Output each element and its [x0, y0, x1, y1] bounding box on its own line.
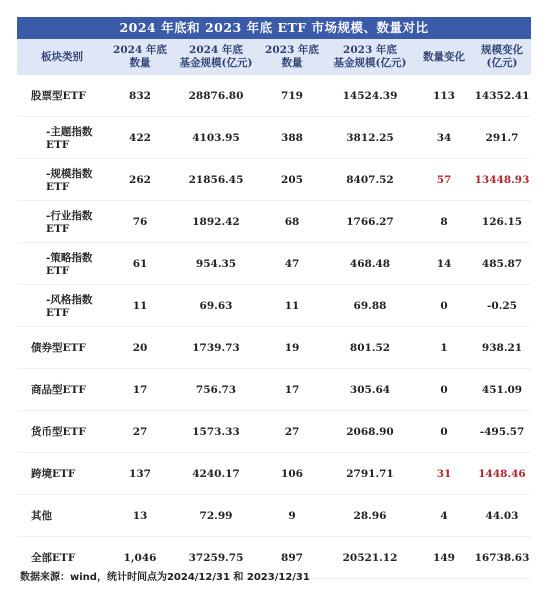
cell-size-2023: 468.48 [325, 243, 415, 285]
cell-count-2024: 262 [107, 159, 173, 201]
data-source-note: 数据来源：wind，统计时间点为2024/12/31 和 2023/12/31 [20, 572, 310, 583]
cell-count-change: 14 [415, 243, 473, 285]
cell-size-2024: 1739.73 [173, 327, 259, 369]
cell-count-2024: 76 [107, 201, 173, 243]
row-category: 其他 [17, 495, 107, 537]
table-row [17, 243, 531, 285]
cell-size-2023: 801.52 [325, 327, 415, 369]
cell-size-2024: 4240.17 [173, 453, 259, 495]
cell-count-2024: 17 [107, 369, 173, 411]
data-table [17, 39, 531, 579]
cell-size-2024: 954.35 [173, 243, 259, 285]
cell-count-change: 0 [415, 285, 473, 327]
table-title: 2024 年底和 2023 年底 ETF 市场规模、数量对比 [17, 17, 531, 39]
cell-size-2023: 28.96 [325, 495, 415, 537]
cell-count-2023: 719 [259, 75, 325, 117]
cell-count-2023: 897 [259, 537, 325, 579]
cell-count-change: 0 [415, 411, 473, 453]
cell-size-2024: 37259.75 [173, 537, 259, 579]
header-row [17, 39, 531, 75]
cell-size-change: 126.15 [473, 201, 531, 243]
cell-count-2023: 68 [259, 201, 325, 243]
header-size-2023: 2023 年底 基金规模(亿元) [325, 39, 415, 75]
cell-size-2023: 2068.90 [325, 411, 415, 453]
cell-size-change: 485.87 [473, 243, 531, 285]
cell-size-2024: 72.99 [173, 495, 259, 537]
cell-count-2023: 17 [259, 369, 325, 411]
table-row [17, 411, 531, 453]
header-size-change: 规模变化 (亿元) [473, 39, 531, 75]
cell-count-2023: 106 [259, 453, 325, 495]
table-row [17, 159, 531, 201]
cell-size-change: 451.09 [473, 369, 531, 411]
cell-count-change: 149 [415, 537, 473, 579]
cell-size-2024: 756.73 [173, 369, 259, 411]
row-category: -行业指数ETF [17, 201, 107, 243]
cell-count-2024: 61 [107, 243, 173, 285]
cell-size-change: 16738.63 [473, 537, 531, 579]
cell-size-2024: 4103.95 [173, 117, 259, 159]
cell-count-change: 8 [415, 201, 473, 243]
row-category: 全部ETF [17, 537, 107, 579]
cell-count-2023: 11 [259, 285, 325, 327]
cell-count-2023: 9 [259, 495, 325, 537]
cell-count-2024: 422 [107, 117, 173, 159]
cell-size-change: 1448.46 [473, 453, 531, 495]
cell-size-2024: 1573.33 [173, 411, 259, 453]
cell-size-change: 14352.41 [473, 75, 531, 117]
cell-count-2023: 27 [259, 411, 325, 453]
table-row [17, 201, 531, 243]
cell-size-2023: 69.88 [325, 285, 415, 327]
cell-count-change: 34 [415, 117, 473, 159]
cell-size-2023: 3812.25 [325, 117, 415, 159]
cell-count-2024: 11 [107, 285, 173, 327]
table-row [17, 327, 531, 369]
table-row [17, 369, 531, 411]
cell-size-2024: 69.63 [173, 285, 259, 327]
row-category: 跨境ETF [17, 453, 107, 495]
cell-size-2023: 305.64 [325, 369, 415, 411]
cell-count-2023: 47 [259, 243, 325, 285]
row-category: -策略指数ETF [17, 243, 107, 285]
cell-size-change: -495.57 [473, 411, 531, 453]
cell-size-2024: 21856.45 [173, 159, 259, 201]
table-row [17, 285, 531, 327]
cell-count-2024: 832 [107, 75, 173, 117]
cell-count-change: 1 [415, 327, 473, 369]
header-count-2023: 2023 年底 数量 [259, 39, 325, 75]
cell-size-2024: 1892.42 [173, 201, 259, 243]
cell-size-2023: 14524.39 [325, 75, 415, 117]
cell-size-change: 44.03 [473, 495, 531, 537]
row-category: -规模指数ETF [17, 159, 107, 201]
cell-count-2024: 27 [107, 411, 173, 453]
cell-size-change: -0.25 [473, 285, 531, 327]
cell-size-2024: 28876.80 [173, 75, 259, 117]
cell-count-change: 113 [415, 75, 473, 117]
cell-count-2023: 388 [259, 117, 325, 159]
cell-size-2023: 8407.52 [325, 159, 415, 201]
cell-size-change: 13448.93 [473, 159, 531, 201]
cell-count-2023: 19 [259, 327, 325, 369]
cell-size-change: 938.21 [473, 327, 531, 369]
table-row [17, 453, 531, 495]
etf-comparison-table [17, 17, 531, 579]
table-row [17, 117, 531, 159]
cell-size-2023: 1766.27 [325, 201, 415, 243]
row-category: -风格指数ETF [17, 285, 107, 327]
cell-size-2023: 20521.12 [325, 537, 415, 579]
row-category: 货币型ETF [17, 411, 107, 453]
table-row [17, 495, 531, 537]
cell-count-2024: 20 [107, 327, 173, 369]
cell-count-change: 31 [415, 453, 473, 495]
cell-count-change: 4 [415, 495, 473, 537]
row-category: 股票型ETF [17, 75, 107, 117]
cell-count-2023: 205 [259, 159, 325, 201]
header-count-change: 数量变化 [415, 39, 473, 75]
cell-count-2024: 137 [107, 453, 173, 495]
row-category: 债券型ETF [17, 327, 107, 369]
cell-count-change: 0 [415, 369, 473, 411]
header-size-2024: 2024 年底 基金规模(亿元) [173, 39, 259, 75]
cell-count-2024: 1,046 [107, 537, 173, 579]
header-category: 板块类别 [17, 39, 107, 75]
cell-size-change: 291.7 [473, 117, 531, 159]
cell-count-change: 57 [415, 159, 473, 201]
cell-size-2023: 2791.71 [325, 453, 415, 495]
row-category: -主题指数ETF [17, 117, 107, 159]
header-count-2024: 2024 年底 数量 [107, 39, 173, 75]
cell-count-2024: 13 [107, 495, 173, 537]
row-category: 商品型ETF [17, 369, 107, 411]
table-row [17, 75, 531, 117]
